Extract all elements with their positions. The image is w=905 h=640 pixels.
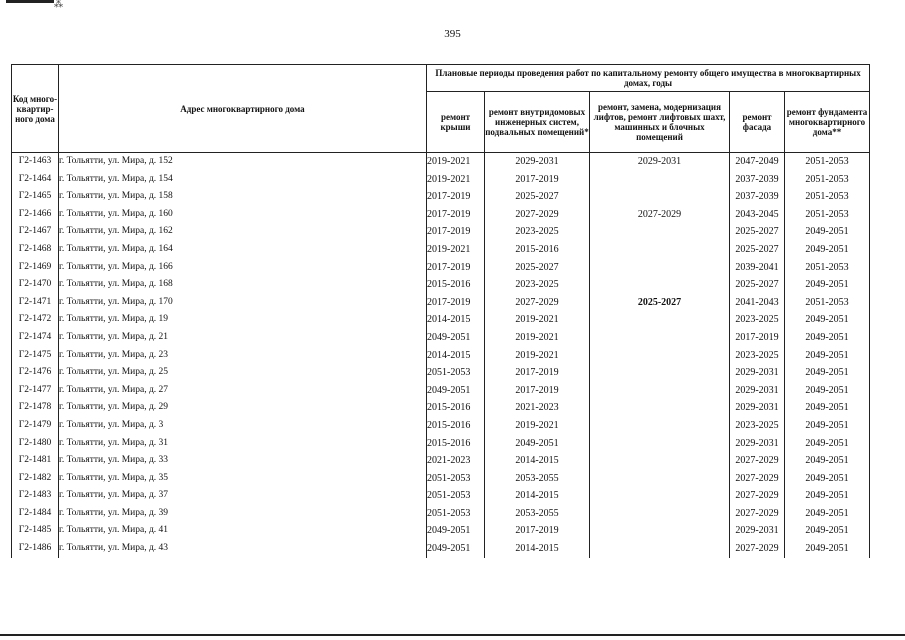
- cell-facade: 2023-2025: [730, 347, 785, 365]
- table-row: [12, 522, 870, 540]
- cell-facade: 2027-2029: [730, 487, 785, 505]
- table-row: [12, 206, 870, 224]
- cell-code: Г2-1485: [12, 522, 59, 540]
- table-row: [12, 259, 870, 277]
- table-row: [12, 311, 870, 329]
- cell-roof: 2015-2016: [427, 417, 485, 435]
- cell-elevators: 2029-2031: [590, 153, 730, 171]
- cell-systems: 2017-2019: [485, 171, 590, 189]
- cell-roof: 2015-2016: [427, 276, 485, 294]
- cell-code: Г2-1471: [12, 294, 59, 312]
- cell-address: г. Тольятти, ул. Мира, д. 3: [59, 417, 427, 435]
- cell-code: Г2-1480: [12, 435, 59, 453]
- table-row: [12, 294, 870, 312]
- cell-elevators: [590, 505, 730, 523]
- cell-foundation: 2049-2051: [785, 399, 870, 417]
- cell-systems: 2017-2019: [485, 522, 590, 540]
- cell-elevators: [590, 311, 730, 329]
- cell-code: Г2-1478: [12, 399, 59, 417]
- table-row: [12, 452, 870, 470]
- table-row: [12, 364, 870, 382]
- cell-facade: 2023-2025: [730, 311, 785, 329]
- table-row: [12, 171, 870, 189]
- cell-elevators: [590, 470, 730, 488]
- cell-facade: 2029-2031: [730, 435, 785, 453]
- cell-address: г. Тольятти, ул. Мира, д. 35: [59, 470, 427, 488]
- cell-roof: 2051-2053: [427, 487, 485, 505]
- cell-elevators: [590, 399, 730, 417]
- cell-systems: 2014-2015: [485, 540, 590, 558]
- cell-code: Г2-1476: [12, 364, 59, 382]
- cell-address: г. Тольятти, ул. Мира, д. 23: [59, 347, 427, 365]
- cell-foundation: 2049-2051: [785, 470, 870, 488]
- cell-elevators: [590, 171, 730, 189]
- cell-address: г. Тольятти, ул. Мира, д. 33: [59, 452, 427, 470]
- cell-roof: 2015-2016: [427, 399, 485, 417]
- cell-foundation: 2049-2051: [785, 241, 870, 259]
- cell-elevators: [590, 276, 730, 294]
- table-row: [12, 505, 870, 523]
- cell-code: Г2-1477: [12, 382, 59, 400]
- cell-code: Г2-1472: [12, 311, 59, 329]
- table-row: [12, 223, 870, 241]
- cell-address: г. Тольятти, ул. Мира, д. 19: [59, 311, 427, 329]
- cell-roof: 2017-2019: [427, 223, 485, 241]
- cell-facade: 2037-2039: [730, 171, 785, 189]
- cell-foundation: 2049-2051: [785, 540, 870, 558]
- scan-blot-icon: ⁂: [54, 0, 63, 9]
- cell-elevators: [590, 223, 730, 241]
- capital-repair-schedule-table: [11, 64, 870, 558]
- cell-address: г. Тольятти, ул. Мира, д. 154: [59, 171, 427, 189]
- table-row: [12, 276, 870, 294]
- cell-address: г. Тольятти, ул. Мира, д. 170: [59, 294, 427, 312]
- cell-roof: 2051-2053: [427, 470, 485, 488]
- cell-roof: 2049-2051: [427, 540, 485, 558]
- table-row: [12, 347, 870, 365]
- cell-systems: 2019-2021: [485, 347, 590, 365]
- cell-systems: 2019-2021: [485, 329, 590, 347]
- cell-roof: 2021-2023: [427, 452, 485, 470]
- cell-address: г. Тольятти, ул. Мира, д. 31: [59, 435, 427, 453]
- cell-address: г. Тольятти, ул. Мира, д. 21: [59, 329, 427, 347]
- cell-facade: 2041-2043: [730, 294, 785, 312]
- cell-systems: 2017-2019: [485, 382, 590, 400]
- scan-edge-mark: [6, 0, 54, 3]
- cell-foundation: 2051-2053: [785, 153, 870, 171]
- cell-systems: 2027-2029: [485, 294, 590, 312]
- table-row: [12, 382, 870, 400]
- cell-systems: 2015-2016: [485, 241, 590, 259]
- cell-roof: 2015-2016: [427, 435, 485, 453]
- table-row: [12, 153, 870, 171]
- cell-code: Г2-1483: [12, 487, 59, 505]
- cell-address: г. Тольятти, ул. Мира, д. 152: [59, 153, 427, 171]
- cell-foundation: 2049-2051: [785, 417, 870, 435]
- cell-code: Г2-1486: [12, 540, 59, 558]
- cell-systems: 2023-2025: [485, 223, 590, 241]
- cell-foundation: 2049-2051: [785, 487, 870, 505]
- cell-address: г. Тольятти, ул. Мира, д. 166: [59, 259, 427, 277]
- cell-facade: 2027-2029: [730, 452, 785, 470]
- cell-roof: 2017-2019: [427, 206, 485, 224]
- cell-systems: 2017-2019: [485, 364, 590, 382]
- cell-address: г. Тольятти, ул. Мира, д. 162: [59, 223, 427, 241]
- cell-foundation: 2049-2051: [785, 382, 870, 400]
- cell-foundation: 2049-2051: [785, 276, 870, 294]
- cell-roof: 2017-2019: [427, 259, 485, 277]
- cell-foundation: 2051-2053: [785, 259, 870, 277]
- cell-systems: 2053-2055: [485, 505, 590, 523]
- scan-bottom-edge: [0, 634, 905, 636]
- cell-systems: 2025-2027: [485, 188, 590, 206]
- cell-code: Г2-1479: [12, 417, 59, 435]
- cell-foundation: 2049-2051: [785, 435, 870, 453]
- cell-facade: 2043-2045: [730, 206, 785, 224]
- cell-elevators: [590, 452, 730, 470]
- cell-elevators: [590, 259, 730, 277]
- header-systems: ремонт внутридомовых инженерных систем, подвальных помещений*: [485, 92, 590, 153]
- cell-code: Г2-1464: [12, 171, 59, 189]
- header-planned-periods: Плановые периоды проведения работ по капитальному ремонту общего имущества в многоквартирных домах, годы: [427, 65, 870, 92]
- cell-facade: 2029-2031: [730, 364, 785, 382]
- table-row: [12, 540, 870, 558]
- cell-facade: 2027-2029: [730, 540, 785, 558]
- cell-facade: 2029-2031: [730, 382, 785, 400]
- table-row: [12, 241, 870, 259]
- cell-code: Г2-1469: [12, 259, 59, 277]
- cell-address: г. Тольятти, ул. Мира, д. 164: [59, 241, 427, 259]
- cell-foundation: 2049-2051: [785, 329, 870, 347]
- table-row: [12, 399, 870, 417]
- cell-elevators: [590, 540, 730, 558]
- cell-elevators: [590, 329, 730, 347]
- cell-elevators: [590, 487, 730, 505]
- cell-systems: 2029-2031: [485, 153, 590, 171]
- cell-code: Г2-1474: [12, 329, 59, 347]
- cell-address: г. Тольятти, ул. Мира, д. 43: [59, 540, 427, 558]
- header-foundation: ремонт фундамента многоквартирного дома**: [785, 92, 870, 153]
- cell-address: г. Тольятти, ул. Мира, д. 37: [59, 487, 427, 505]
- cell-systems: 2014-2015: [485, 452, 590, 470]
- cell-foundation: 2049-2051: [785, 522, 870, 540]
- cell-code: Г2-1481: [12, 452, 59, 470]
- cell-facade: 2027-2029: [730, 505, 785, 523]
- cell-elevators: [590, 347, 730, 365]
- table-row: [12, 329, 870, 347]
- scan-top-edge: [0, 0, 905, 9]
- cell-address: г. Тольятти, ул. Мира, д. 25: [59, 364, 427, 382]
- cell-elevators: [590, 435, 730, 453]
- cell-foundation: 2049-2051: [785, 452, 870, 470]
- cell-elevators: [590, 188, 730, 206]
- table-row: [12, 487, 870, 505]
- cell-foundation: 2049-2051: [785, 505, 870, 523]
- table-header: [12, 65, 870, 153]
- cell-code: Г2-1484: [12, 505, 59, 523]
- cell-code: Г2-1466: [12, 206, 59, 224]
- cell-code: Г2-1465: [12, 188, 59, 206]
- cell-systems: 2049-2051: [485, 435, 590, 453]
- cell-facade: 2037-2039: [730, 188, 785, 206]
- cell-facade: 2017-2019: [730, 329, 785, 347]
- cell-facade: 2025-2027: [730, 276, 785, 294]
- cell-code: Г2-1475: [12, 347, 59, 365]
- header-facade: ремонт фасада: [730, 92, 785, 153]
- cell-facade: 2027-2029: [730, 470, 785, 488]
- cell-systems: 2019-2021: [485, 311, 590, 329]
- cell-address: г. Тольятти, ул. Мира, д. 158: [59, 188, 427, 206]
- cell-foundation: 2049-2051: [785, 311, 870, 329]
- cell-foundation: 2049-2051: [785, 347, 870, 365]
- cell-code: Г2-1470: [12, 276, 59, 294]
- cell-roof: 2049-2051: [427, 382, 485, 400]
- header-address: Адрес многоквартирного дома: [59, 65, 427, 153]
- cell-code: Г2-1467: [12, 223, 59, 241]
- cell-facade: 2023-2025: [730, 417, 785, 435]
- cell-roof: 2014-2015: [427, 311, 485, 329]
- cell-elevators: [590, 382, 730, 400]
- cell-systems: 2025-2027: [485, 259, 590, 277]
- cell-address: г. Тольятти, ул. Мира, д. 168: [59, 276, 427, 294]
- cell-roof: 2051-2053: [427, 505, 485, 523]
- table-body: [12, 153, 870, 558]
- table-row: [12, 470, 870, 488]
- cell-roof: 2017-2019: [427, 188, 485, 206]
- header-elevators: ремонт, замена, модернизация лифтов, ремонт лифтовых шахт, машинных и блочных помещений: [590, 92, 730, 153]
- cell-facade: 2039-2041: [730, 259, 785, 277]
- cell-elevators: [590, 241, 730, 259]
- cell-address: г. Тольятти, ул. Мира, д. 160: [59, 206, 427, 224]
- header-roof: ремонт крыши: [427, 92, 485, 153]
- cell-roof: 2019-2021: [427, 171, 485, 189]
- cell-foundation: 2051-2053: [785, 188, 870, 206]
- cell-foundation: 2051-2053: [785, 171, 870, 189]
- cell-foundation: 2051-2053: [785, 294, 870, 312]
- cell-roof: 2051-2053: [427, 364, 485, 382]
- cell-roof: 2014-2015: [427, 347, 485, 365]
- cell-systems: 2027-2029: [485, 206, 590, 224]
- cell-facade: 2047-2049: [730, 153, 785, 171]
- cell-roof: 2019-2021: [427, 153, 485, 171]
- cell-code: Г2-1482: [12, 470, 59, 488]
- cell-elevators: [590, 364, 730, 382]
- cell-roof: 2017-2019: [427, 294, 485, 312]
- table-row: [12, 188, 870, 206]
- cell-foundation: 2051-2053: [785, 206, 870, 224]
- cell-facade: 2029-2031: [730, 522, 785, 540]
- cell-roof: 2049-2051: [427, 329, 485, 347]
- cell-systems: 2053-2055: [485, 470, 590, 488]
- cell-address: г. Тольятти, ул. Мира, д. 41: [59, 522, 427, 540]
- cell-facade: 2025-2027: [730, 223, 785, 241]
- cell-facade: 2025-2027: [730, 241, 785, 259]
- cell-foundation: 2049-2051: [785, 364, 870, 382]
- cell-systems: 2019-2021: [485, 417, 590, 435]
- cell-code: Г2-1463: [12, 153, 59, 171]
- cell-elevators: [590, 522, 730, 540]
- table-row: [12, 417, 870, 435]
- cell-address: г. Тольятти, ул. Мира, д. 39: [59, 505, 427, 523]
- page-number: 395: [444, 28, 461, 40]
- cell-address: г. Тольятти, ул. Мира, д. 27: [59, 382, 427, 400]
- header-code: Код много-квартир-ного дома: [12, 65, 59, 153]
- table-row: [12, 435, 870, 453]
- cell-elevators: 2027-2029: [590, 206, 730, 224]
- cell-elevators: [590, 417, 730, 435]
- cell-address: г. Тольятти, ул. Мира, д. 29: [59, 399, 427, 417]
- cell-elevators: 2025-2027: [590, 294, 730, 312]
- cell-facade: 2029-2031: [730, 399, 785, 417]
- cell-roof: 2049-2051: [427, 522, 485, 540]
- cell-systems: 2023-2025: [485, 276, 590, 294]
- cell-roof: 2019-2021: [427, 241, 485, 259]
- cell-foundation: 2049-2051: [785, 223, 870, 241]
- cell-code: Г2-1468: [12, 241, 59, 259]
- cell-systems: 2014-2015: [485, 487, 590, 505]
- cell-systems: 2021-2023: [485, 399, 590, 417]
